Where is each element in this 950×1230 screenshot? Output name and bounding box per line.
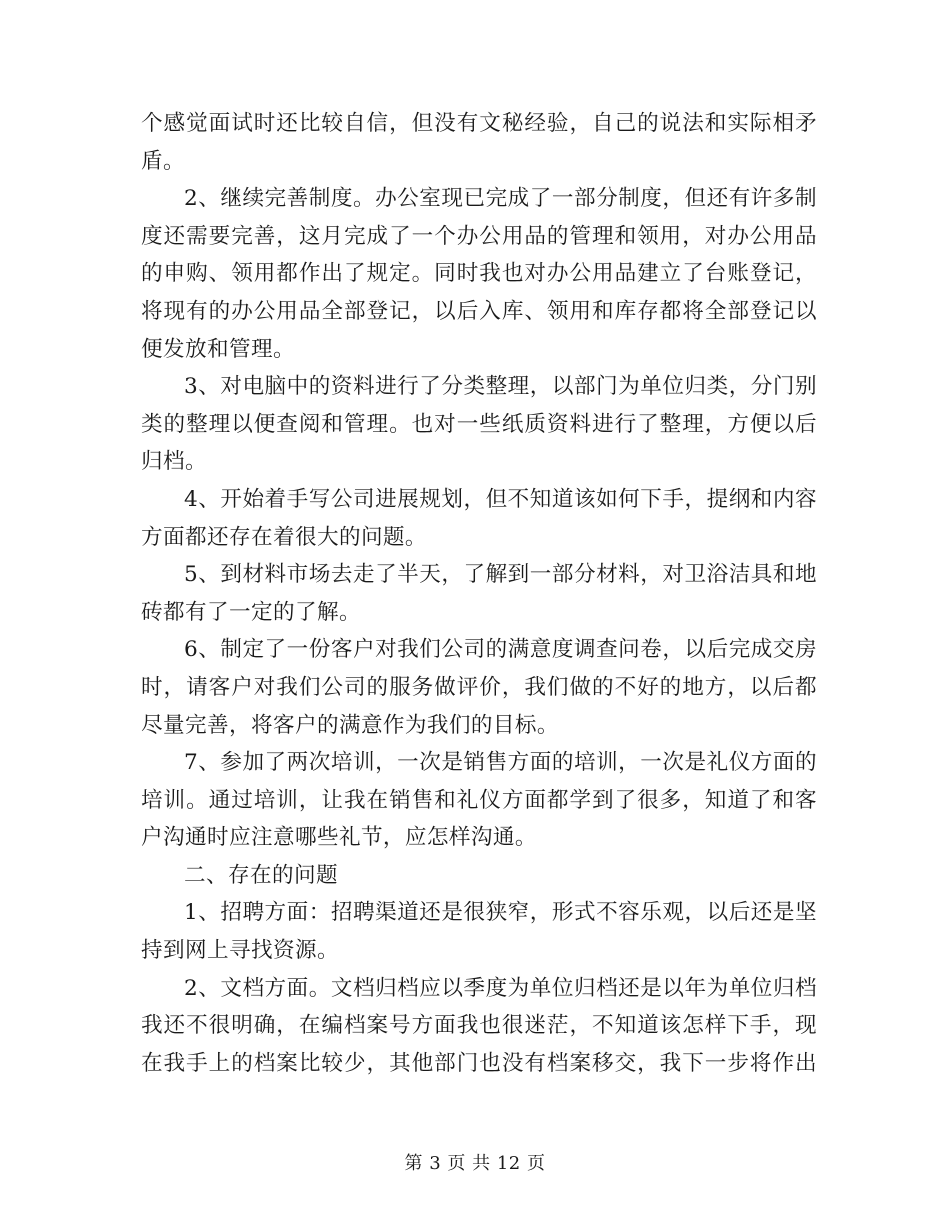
text-line: 1、招聘方面：招聘渠道还是很狭窄，形式不容乐观，以后还是坚 (184, 900, 817, 926)
text-line: 类的整理以便查阅和管理。也对一些纸质资料进行了整理，方便以后 (141, 411, 817, 437)
text-line: 盾。 (141, 148, 185, 174)
document-body (141, 105, 817, 1082)
text-line: 时，请客户对我们公司的服务做评价，我们做的不好的地方，以后都 (141, 674, 817, 700)
text-line: 便发放和管理。 (141, 336, 295, 362)
text-line: 6、制定了一份客户对我们公司的满意度调查问卷，以后完成交房 (184, 637, 817, 663)
text-line: 方面都还存在着很大的问题。 (141, 524, 427, 550)
text-line: 归档。 (141, 449, 207, 475)
text-line: 将现有的办公用品全部登记，以后入库、领用和库存都将全部登记以 (141, 298, 817, 324)
text-line: 4、开始着手写公司进展规划，但不知道该如何下手，提纲和内容 (184, 486, 817, 512)
text-line: 个感觉面试时还比较自信，但没有文秘经验，自己的说法和实际相矛 (141, 111, 817, 136)
text-line: 5、到材料市场去走了半天，了解到一部分材料，对卫浴洁具和地 (184, 562, 817, 588)
text-line: 的申购、领用都作出了规定。同时我也对办公用品建立了台账登记， (141, 261, 817, 287)
text-line: 2、文档方面。文档归档应以季度为单位归档还是以年为单位归档 (184, 975, 817, 1001)
page-footer (0, 1152, 950, 1176)
text-line: 持到网上寻找资源。 (141, 938, 339, 964)
text-line: 户沟通时应注意哪些礼节，应怎样沟通。 (141, 825, 537, 851)
text-line: 3、对电脑中的资料进行了分类整理，以部门为单位归类，分门别 (184, 374, 817, 400)
section-heading: 二、存在的问题 (184, 862, 338, 888)
text-line: 砖都有了一定的了解。 (141, 599, 361, 625)
text-line: 尽量完善，将客户的满意作为我们的目标。 (141, 712, 559, 738)
text-line: 在我手上的档案比较少，其他部门也没有档案移交，我下一步将作出 (141, 1050, 817, 1076)
text-line: 2、继续完善制度。办公室现已完成了一部分制度，但还有许多制 (184, 186, 817, 212)
text-line: 我还不很明确，在编档案号方面我也很迷茫，不知道该怎样下手，现 (141, 1013, 817, 1039)
text-line: 培训。通过培训，让我在销售和礼仪方面都学到了很多，知道了和客 (141, 787, 817, 813)
page-number-label: 第 3 页 共 12 页 (404, 1153, 546, 1174)
text-line: 7、参加了两次培训，一次是销售方面的培训，一次是礼仪方面的 (184, 750, 817, 776)
text-line: 度还需要完善，这月完成了一个办公用品的管理和领用，对办公用品 (141, 223, 817, 249)
